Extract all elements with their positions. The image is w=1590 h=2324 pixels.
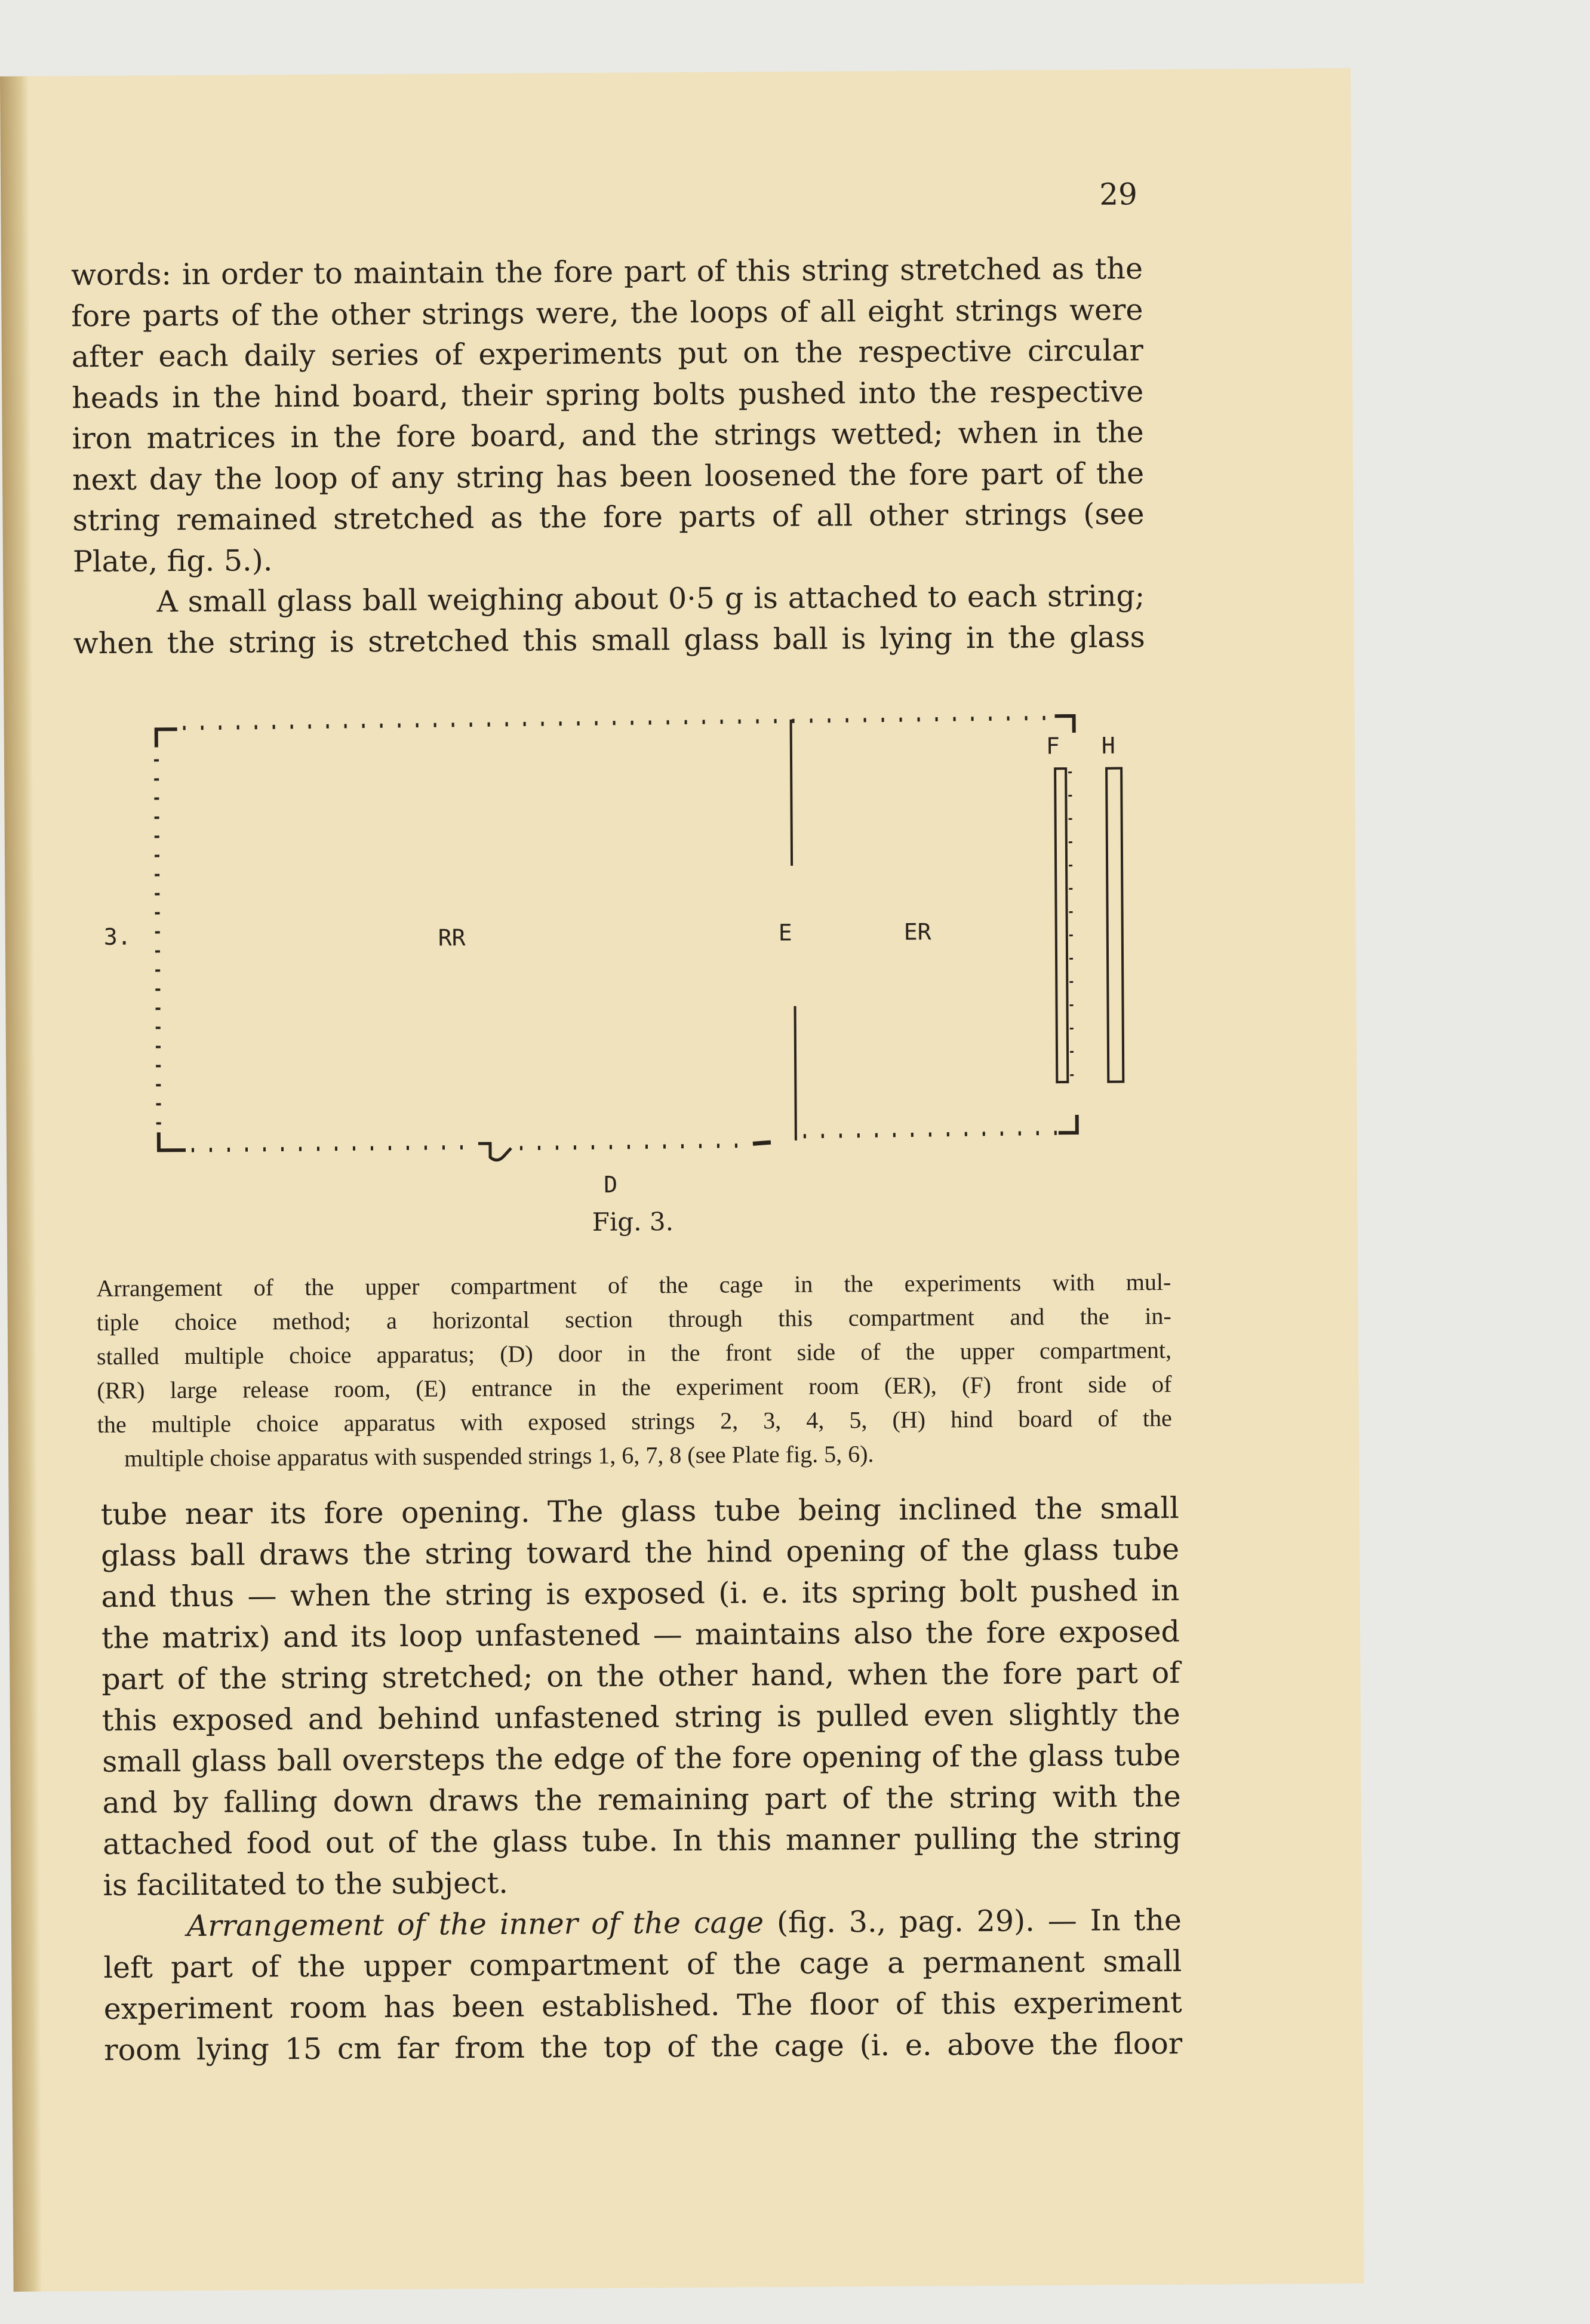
corner-top-right: [1055, 716, 1074, 733]
page-number: 29: [1099, 177, 1138, 212]
label-e: E: [778, 919, 792, 946]
text-line: after each daily series of experiments put on the respective circular: [71, 333, 1144, 374]
text-line: small glass ball oversteps the edge of the fore opening of the glass tube: [102, 1738, 1181, 1779]
wall-bottom-dotted: [520, 1145, 747, 1148]
text-line: is facilitated to the subject.: [103, 1865, 508, 1903]
figure-number-label: 3.: [103, 923, 131, 950]
figure-title: Fig. 3.: [592, 1207, 674, 1237]
figure-3-diagram: [0, 68, 1358, 1330]
text-line: words: in order to maintain the fore part of this string stretched as the: [70, 251, 1143, 293]
text-line: string remained stretched as the fore parts of all other strings (see: [72, 497, 1145, 538]
partition-e-upper: [791, 720, 792, 866]
partition-e-lower: [795, 1006, 796, 1141]
text-line: the matrix) and its loop unfastened — maintains also the fore exposed: [101, 1614, 1180, 1656]
text-line: fore parts of the other strings were, the loops of all eight strings were: [71, 292, 1143, 333]
paragraph-3: [101, 1487, 1183, 2071]
text-line: attached food out of the glass tube. In this manner pulling the string: [102, 1820, 1182, 1862]
corner-bottom-right: [1059, 1115, 1077, 1133]
wall-bottom-dotted: [192, 1147, 478, 1150]
text-line: room lying 15 cm far from the top of the cage (i. e. above the floor: [104, 2026, 1183, 2067]
book-page: [0, 68, 1364, 2292]
label-rr: RR: [438, 924, 466, 951]
text-line: heads in the hind board, their spring bolts pushed into the respective: [72, 374, 1144, 415]
wall-left-dotted: [156, 759, 159, 1132]
label-d: D: [604, 1171, 618, 1198]
label-h: H: [1101, 732, 1115, 759]
corner-bottom-left: [159, 1132, 186, 1150]
text-line: and by falling down draws the remaining part of the string with the: [102, 1779, 1181, 1821]
text-line: iron matrices in the fore board, and the strings wetted; when in the: [72, 415, 1144, 456]
caption-line: stalled multiple choice apparatus; (D) door in the front side of the upper compartment,: [96, 1336, 1172, 1370]
text-fragment: (fig. 3., pag. 29). — In the: [763, 1902, 1182, 1940]
wall-top-dotted: [183, 718, 1055, 728]
caption-line: the multiple choice apparatus with exposed strings 2, 3, 4, 5, (H) hind board of the: [97, 1404, 1172, 1438]
text-line: A small glass ball weighing about 0·5 g is attached to each string;: [156, 579, 1145, 619]
text-line: glass ball draws the string toward the hind opening of the glass tube: [100, 1532, 1180, 1573]
text-line: Plate, fig. 5.).: [72, 543, 273, 579]
text-line: part of the string stretched; on the other hand, when the fore part of: [102, 1655, 1180, 1697]
figure-caption: [96, 1265, 1172, 1475]
door-symbol: [478, 1143, 511, 1160]
label-f: F: [1045, 733, 1060, 760]
label-er: ER: [903, 918, 931, 945]
text-line: experiment room has been established. The floor of this experiment: [103, 1985, 1182, 2026]
hind-board-h: [1106, 768, 1123, 1082]
front-board-f: [1055, 768, 1068, 1082]
text-line: when the string is stretched this small glass ball is lying in the glass: [73, 619, 1145, 660]
section-heading: Arrangement of the inner of the cage: [186, 1905, 764, 1944]
caption-line: tiple choice method; a horizontal section through this compartment and the in-: [96, 1302, 1171, 1336]
text-line: tube near its fore opening. The glass tube being inclined the small: [100, 1490, 1179, 1532]
door-jamb: [753, 1142, 771, 1143]
caption-line: Arrangement of the upper compartment of the cage in the experiments with mul-: [96, 1268, 1171, 1302]
text-line: [103, 1899, 1182, 1947]
text-line: next day the loop of any string has been loosened the fore part of the: [72, 456, 1145, 497]
exposed-strings: [1070, 771, 1072, 1085]
wall-bottom-right-dotted: [804, 1133, 1057, 1136]
corner-top-left: [156, 729, 177, 747]
caption-line: (RR) large release room, (E) entrance in the experiment room (ER), (F) front side of: [97, 1370, 1172, 1404]
text-line: left part of the upper compartment of the cage a permanent small: [103, 1944, 1182, 1985]
text-line: and thus — when the string is exposed (i. e. its spring bolt pushed in: [101, 1573, 1180, 1615]
text-line: this exposed and behind unfastened string is pulled even slightly the: [102, 1696, 1180, 1738]
caption-line: multiple choise apparatus with suspended strings 1, 6, 7, 8 (see Plate fig. 5, 6).: [124, 1440, 874, 1472]
